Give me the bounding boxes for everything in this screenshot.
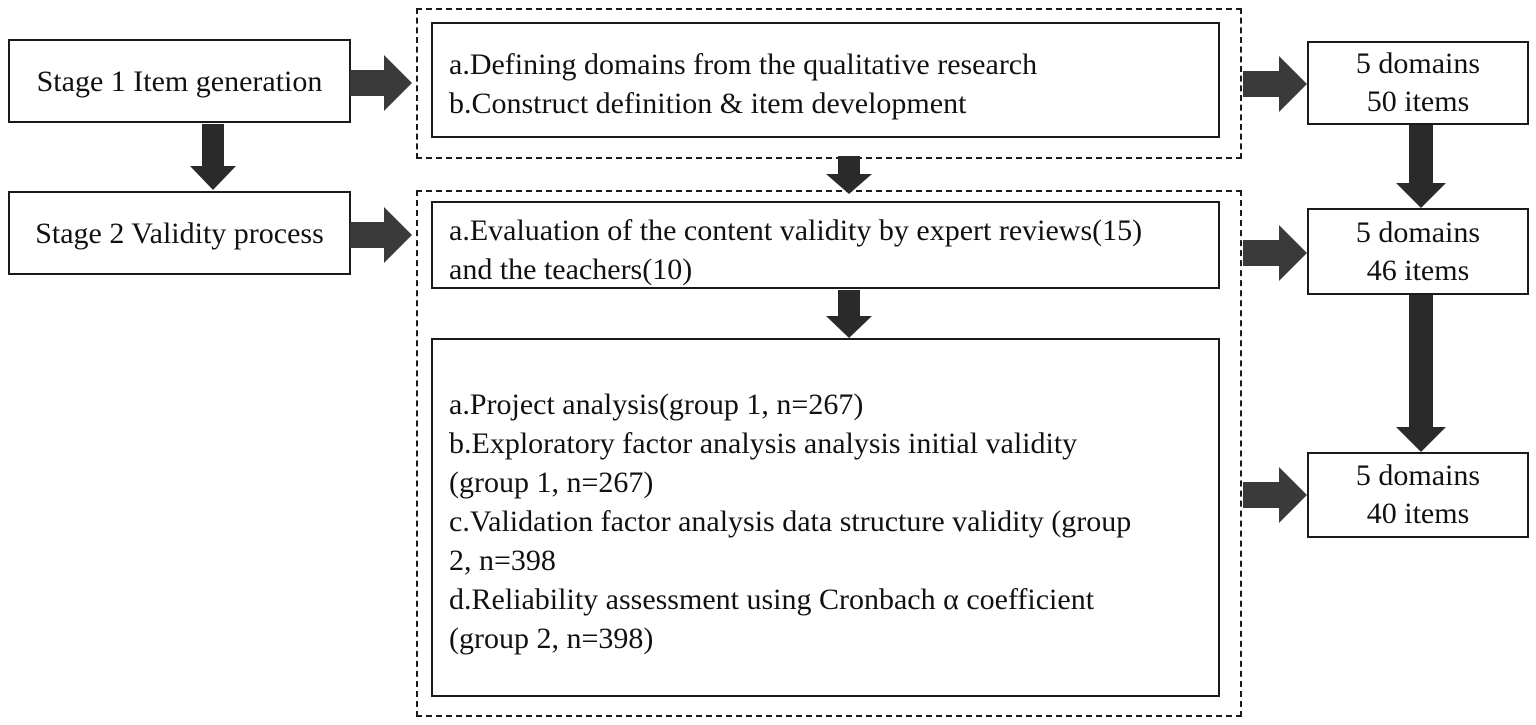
step1-line: a.Defining domains from the qualitative research <box>449 48 1038 81</box>
step3-box <box>431 338 1220 697</box>
result-domains: 5 domains <box>1355 215 1481 249</box>
arrow-down-icon <box>190 124 236 190</box>
step3-line: (group 1, n=267) <box>449 466 654 499</box>
step1-line: b.Construct definition & item development <box>449 87 967 120</box>
stage2-box <box>8 191 351 275</box>
arrow-down-icon <box>826 156 872 194</box>
step1-box <box>431 22 1220 138</box>
arrow-down-icon <box>1396 295 1446 452</box>
result-domains: 5 domains <box>1355 47 1481 80</box>
arrow-down-icon <box>826 290 872 338</box>
stage1-box <box>8 39 351 123</box>
arrow-right-icon <box>350 55 412 111</box>
arrow-right-icon <box>350 207 412 263</box>
step2-box <box>431 201 1220 289</box>
arrow-right-icon <box>1243 56 1307 112</box>
step3-line: (group 2, n=398) <box>449 622 654 655</box>
step3-line: 2, n=398 <box>449 544 556 577</box>
step2-line: and the teachers(10) <box>449 253 693 286</box>
stage2-label: Stage 2 Validity process <box>35 216 324 250</box>
step3-line: c.Validation factor analysis data structure validity (group <box>449 505 1132 538</box>
result-items: 40 items <box>1366 497 1470 530</box>
arrow-down-icon <box>1396 125 1446 208</box>
step3-line: b.Exploratory factor analysis analysis initial validity <box>449 427 1078 460</box>
arrow-right-icon <box>1243 467 1307 523</box>
step2-line: a.Evaluation of the content validity by expert reviews(15) <box>449 214 1143 247</box>
step3-line: a.Project analysis(group 1, n=267) <box>449 388 864 421</box>
result-box-1 <box>1307 41 1529 125</box>
step3-line: d.Reliability assessment using Cronbach α coefficient <box>449 583 1095 616</box>
result-box-3 <box>1307 452 1529 538</box>
result-items: 46 items <box>1366 253 1470 287</box>
result-box-2 <box>1307 208 1529 295</box>
result-items: 50 items <box>1366 85 1470 118</box>
arrow-right-icon <box>1243 225 1307 281</box>
stage1-label: Stage 1 Item generation <box>36 64 323 98</box>
result-domains: 5 domains <box>1355 459 1481 492</box>
